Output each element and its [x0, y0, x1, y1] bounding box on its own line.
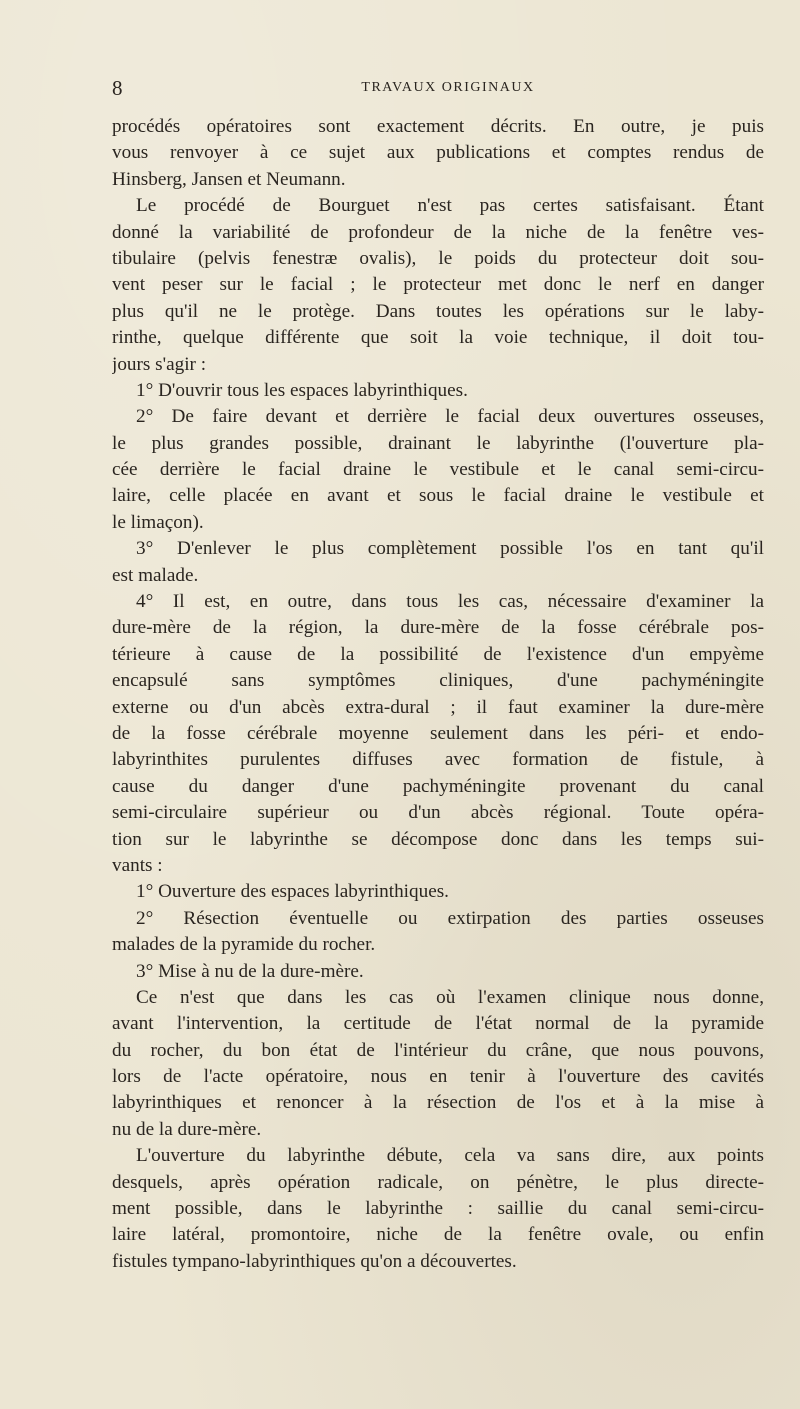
text-line: vous renvoyer à ce sujet aux publications et comptes rendus de: [112, 142, 764, 164]
text-line: jours s'agir :: [112, 353, 207, 375]
text-line: donné la variabilité de profondeur de la niche de la fenêtre ves-: [112, 221, 764, 243]
body-text: [112, 114, 764, 1275]
text-line: 3° Mise à nu de la dure-mère.: [136, 960, 364, 982]
text-line: fistules tympano-labyrinthiques qu'on a découvertes.: [112, 1250, 517, 1272]
text-line: 1° D'ouvrir tous les espaces labyrinthiques.: [136, 379, 468, 401]
text-line: plus qu'il ne le protège. Dans toutes les opérations sur le laby-: [112, 300, 764, 322]
text-line: 2° De faire devant et derrière le facial deux ouvertures osseuses,: [136, 406, 764, 428]
text-line: le limaçon).: [112, 511, 204, 533]
text-line: laire latéral, promontoire, niche de la fenêtre ovale, ou enfin: [112, 1224, 764, 1246]
text-line: est malade.: [112, 564, 199, 586]
text-line: vants :: [112, 854, 163, 876]
running-title: TRAVAUX ORIGINAUX: [361, 80, 535, 95]
text-line: avant l'intervention, la certitude de l'état normal de la pyramide: [112, 1013, 764, 1035]
text-line: laire, celle placée en avant et sous le facial draine le vestibule et: [112, 485, 764, 507]
text-line: procédés opératoires sont exactement décrits. En outre, je puis: [112, 116, 764, 137]
text-line: de la fosse cérébrale moyenne seulement dans les péri- et endo-: [112, 722, 764, 744]
text-line: externe ou d'un abcès extra-dural ; il faut examiner la dure-mère: [112, 696, 764, 718]
text-line: desquels, après opération radicale, on pénètre, le plus directe-: [112, 1171, 764, 1193]
page-number: 8: [112, 76, 123, 100]
text-line: encapsulé sans symptômes cliniques, d'une pachyméningite: [112, 670, 764, 692]
text-line: labyrinthites purulentes diffuses avec formation de fistule, à: [112, 749, 764, 771]
text-line: du rocher, du bon état de l'intérieur du crâne, que nous pouvons,: [112, 1039, 764, 1061]
text-line: ment possible, dans le labyrinthe : saillie du canal semi-circu-: [112, 1198, 764, 1220]
text-line: vent peser sur le facial ; le protecteur met donc le nerf en danger: [112, 274, 764, 296]
text-line: tion sur le labyrinthe se décompose donc dans les temps sui-: [112, 828, 764, 850]
text-line: térieure à cause de la possibilité de l'existence d'un empyème: [112, 643, 764, 665]
text-line: 3° D'enlever le plus complètement possible l'os en tant qu'il: [136, 538, 764, 560]
text-line: L'ouverture du labyrinthe débute, cela va sans dire, aux points: [136, 1145, 764, 1167]
text-line: 4° Il est, en outre, dans tous les cas, nécessaire d'examiner la: [136, 591, 764, 613]
text-line: dure-mère de la région, la dure-mère de la fosse cérébrale pos-: [112, 617, 764, 639]
text-line: Ce n'est que dans les cas où l'examen clinique nous donne,: [136, 986, 764, 1008]
text-line: malades de la pyramide du rocher.: [112, 934, 376, 956]
text-line: labyrinthiques et renoncer à la résection de l'os et à la mise à: [112, 1092, 764, 1114]
text-line: rinthe, quelque différente que soit la voie technique, il doit tou-: [112, 327, 764, 349]
text-line: Hinsberg, Jansen et Neumann.: [112, 168, 346, 190]
text-line: lors de l'acte opératoire, nous en tenir à l'ouverture des cavités: [112, 1066, 764, 1088]
running-header: [112, 76, 784, 102]
text-line: nu de la dure-mère.: [112, 1118, 262, 1140]
text-line: semi-circulaire supérieur ou d'un abcès régional. Toute opéra-: [112, 802, 764, 824]
text-line: cause du danger d'une pachyméningite provenant du canal: [112, 775, 764, 797]
text-line: 1° Ouverture des espaces labyrinthiques.: [136, 881, 449, 903]
text-line: cée derrière le facial draine le vestibule et le canal semi-circu-: [112, 459, 764, 481]
text-line: tibulaire (pelvis fenestræ ovalis), le poids du protecteur doit sou-: [112, 247, 764, 269]
text-line: Le procédé de Bourguet n'est pas certes satisfaisant. Étant: [136, 195, 764, 217]
text-line: le plus grandes possible, drainant le labyrinthe (l'ouverture pla-: [112, 432, 764, 454]
text-line: 2° Résection éventuelle ou extirpation des parties osseuses: [136, 907, 764, 929]
